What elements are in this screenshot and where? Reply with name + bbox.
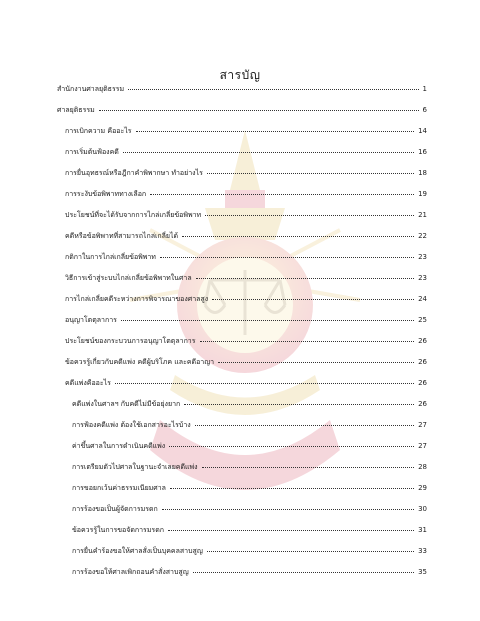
toc-entry [57, 397, 427, 411]
toc-entry-label: ข้อควรรู้เกี่ยวกับคดีแพ่ง คดีผู้บริโภค และคดีอาญา [65, 358, 215, 366]
toc-entry-label: การร้องขอเป็นผู้จัดการมรดก [72, 505, 158, 513]
toc-entry-page-number: 35 [418, 568, 427, 576]
toc-entry-page-number: 27 [418, 421, 427, 429]
toc-entry-page-number: 16 [418, 148, 427, 156]
toc-entry [57, 229, 427, 243]
toc-entry-page-number: 26 [418, 337, 427, 345]
toc-entry-page-number: 21 [418, 211, 427, 219]
toc-entry-label: การไกล่เกลี่ยคดีระหว่างการพิจารณาของศาลสูง [65, 295, 209, 303]
toc-entry [57, 187, 427, 201]
toc-entry-label: การเบิกความ คืออะไร [65, 127, 132, 135]
toc-entry-page-number: 28 [418, 463, 427, 471]
toc-entry-page-number: 25 [418, 316, 427, 324]
toc-entry [57, 103, 427, 117]
toc-entry [57, 271, 427, 285]
toc-entry [57, 481, 427, 495]
dot-leader [195, 417, 414, 426]
dot-leader [168, 522, 414, 531]
toc-entry [57, 418, 427, 432]
dot-leader [170, 480, 414, 489]
toc-entry [57, 313, 427, 327]
toc-entry-label: การยื่นอุทธรณ์หรือฎีกาคำพิพากษา ทำอย่างไร [65, 169, 203, 177]
toc-entry [57, 250, 427, 264]
dot-leader [200, 333, 415, 342]
toc-entry-label: ค่าขึ้นศาลในการดำเนินคดีแพ่ง [72, 442, 166, 450]
toc-entry [57, 145, 427, 159]
dot-leader [193, 564, 414, 573]
toc-entry-label: กติกาในการไกล่เกลี่ยข้อพิพาท [65, 253, 156, 261]
toc-entry-page-number: 33 [418, 547, 427, 555]
toc-entry-page-number: 30 [418, 505, 427, 513]
toc-entry-page-number: 26 [418, 379, 427, 387]
dot-leader [182, 228, 414, 237]
dot-leader [121, 312, 414, 321]
toc-entry-label: ศาลยุติธรรม [57, 106, 95, 114]
toc-entry-label: การระงับข้อพิพาททางเลือก [65, 190, 147, 198]
toc-entry [57, 208, 427, 222]
toc-entry-page-number: 27 [418, 442, 427, 450]
toc-entry-label: การเตรียมตัวไปศาลในฐานะจำเลยคดีแพ่ง [72, 463, 198, 471]
dot-leader [207, 543, 414, 552]
toc-entry-page-number: 1 [422, 85, 427, 93]
toc-entry [57, 292, 427, 306]
toc-entry [57, 166, 427, 180]
toc-entry [57, 502, 427, 516]
toc-entry-label: คดีหรือข้อพิพาทที่สามารถไกล่เกลี่ยได้ [65, 232, 179, 240]
toc-entry-page-number: 23 [418, 274, 427, 282]
toc-entry-page-number: 14 [418, 127, 427, 135]
toc-entry [57, 565, 427, 579]
toc-entry-page-number: 19 [418, 190, 427, 198]
toc-entry-label: ข้อควรรู้ในการขอจัดการมรดก [72, 526, 164, 534]
toc-entry-page-number: 6 [422, 106, 427, 114]
toc-entry [57, 544, 427, 558]
toc-entry-page-number: 31 [418, 526, 427, 534]
toc-entry [57, 355, 427, 369]
toc-entry-page-number: 29 [418, 484, 427, 492]
dot-leader [99, 102, 419, 111]
dot-leader [205, 207, 414, 216]
toc-entry-page-number: 26 [418, 400, 427, 408]
toc-entry-page-number: 26 [418, 358, 427, 366]
dot-leader [218, 354, 414, 363]
dot-leader [150, 186, 414, 195]
dot-leader [196, 270, 414, 279]
dot-leader [202, 459, 415, 468]
toc-entry-label: ประโยชน์ที่จะได้รับจากการไกล่เกลี่ยข้อพิพาท [65, 211, 202, 219]
toc-entry-label: การขอยกเว้นค่าธรรมเนียมศาล [72, 484, 166, 492]
toc-entry-page-number: 18 [418, 169, 427, 177]
toc-entry [57, 523, 427, 537]
toc-entry-label: อนุญาโตตุลาการ [65, 316, 117, 324]
toc-entry-label: การยื่นคำร้องขอให้ศาลสั่งเป็นบุคคลสาบสูญ [72, 547, 203, 555]
dot-leader [207, 165, 414, 174]
dot-leader [123, 144, 414, 153]
toc-entry [57, 439, 427, 453]
toc-entry-label: คดีแพ่งคืออะไร [65, 379, 111, 387]
toc-entry [57, 376, 427, 390]
toc-entry-page-number: 23 [418, 253, 427, 261]
dot-leader [160, 249, 414, 258]
toc-entry-label: วิธีการเข้าสู่ระบบไกล่เกลี่ยข้อพิพาทในศาล [65, 274, 192, 282]
toc-entry-label: สำนักงานศาลยุติธรรม [57, 85, 125, 93]
dot-leader [162, 501, 414, 510]
court-emblem-watermark [110, 120, 380, 540]
toc-entry-label: การเริ่มต้นฟ้องคดี [65, 148, 119, 156]
dot-leader [128, 81, 418, 90]
dot-leader [115, 375, 414, 384]
toc-entry [57, 460, 427, 474]
toc-entry [57, 124, 427, 138]
toc-entry-label: การร้องขอให้ศาลเพิกถอนคำสั่งสาบสูญ [72, 568, 189, 576]
toc-entry-label: คดีแพ่งในศาลฯ กับคดีไม่มีข้อยุ่งยาก [72, 400, 181, 408]
dot-leader [212, 291, 414, 300]
toc-entry-label: ประโยชน์ของกระบวนการอนุญาโตตุลาการ [65, 337, 196, 345]
dot-leader [169, 438, 414, 447]
toc-entry [57, 334, 427, 348]
toc-entry-page-number: 22 [418, 232, 427, 240]
toc-entry-page-number: 24 [418, 295, 427, 303]
dot-leader [184, 396, 414, 405]
toc-entry [57, 82, 427, 96]
dot-leader [136, 123, 415, 132]
table-of-contents-title: สารบัญ [219, 68, 261, 82]
toc-entry-label: การฟ้องคดีแพ่ง ต้องใช้เอกสารอะไรบ้าง [72, 421, 191, 429]
